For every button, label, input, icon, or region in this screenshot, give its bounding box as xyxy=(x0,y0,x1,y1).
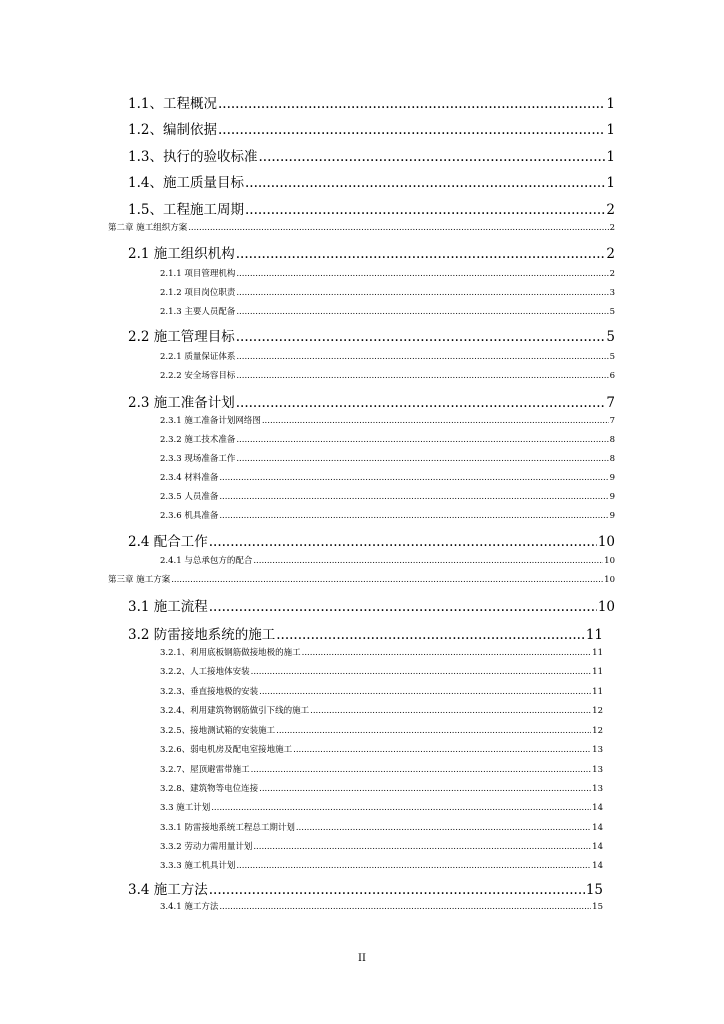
toc-subentry[interactable] xyxy=(160,471,615,483)
toc-leader-dots xyxy=(236,371,608,381)
toc-subentry[interactable] xyxy=(160,801,603,813)
toc-leader-dots xyxy=(188,223,608,233)
toc-entry-page: 11 xyxy=(592,648,603,658)
toc-entry-title: 1.3、执行的验收标准 xyxy=(128,149,258,165)
toc-entry-page: 2 xyxy=(609,223,615,233)
toc-entry-page: 11 xyxy=(592,687,603,697)
toc-subentry[interactable] xyxy=(160,267,615,279)
toc-entry-page: 1 xyxy=(606,122,615,138)
toc-entry[interactable] xyxy=(128,880,603,898)
toc-leader-dots xyxy=(236,288,608,298)
toc-subentry[interactable] xyxy=(160,724,603,736)
toc-entry-title: 1.1、工程概况 xyxy=(128,96,217,112)
toc-leader-dots xyxy=(253,842,591,852)
toc-subentry[interactable] xyxy=(160,743,603,755)
toc-entry-title: 2.1.3 主要人员配备 xyxy=(160,307,236,317)
toc-entry-title: 3.4.1 施工方法 xyxy=(160,902,219,912)
toc-leader-dots xyxy=(218,122,605,138)
toc-entry-page: 10 xyxy=(604,556,615,566)
toc-entry-page: 5 xyxy=(606,329,615,345)
toc-leader-dots xyxy=(245,175,605,191)
toc-leader-dots xyxy=(251,765,592,775)
toc-leader-dots xyxy=(236,861,591,871)
toc-entry-page: 2 xyxy=(609,269,615,279)
toc-subentry[interactable] xyxy=(160,646,603,658)
toc-subentry[interactable] xyxy=(160,452,615,464)
toc-entry-title: 2.3.2 施工技术准备 xyxy=(160,435,236,445)
toc-entry-title: 3.4 施工方法 xyxy=(128,882,208,898)
toc-leader-dots xyxy=(236,435,608,445)
toc-subentry[interactable] xyxy=(160,554,615,566)
toc-subentry[interactable] xyxy=(160,821,603,833)
toc-entry-title: 3.3.2 劳动力需用量计划 xyxy=(160,842,253,852)
toc-entry-page: 9 xyxy=(609,511,615,521)
toc-leader-dots xyxy=(219,902,591,912)
toc-leader-dots xyxy=(276,627,585,643)
toc-entry-title: 3.3.3 施工机具计划 xyxy=(160,861,236,871)
toc-leader-dots xyxy=(171,575,603,585)
toc-leader-dots xyxy=(302,648,592,658)
toc-leader-dots xyxy=(262,416,609,426)
toc-entry-title: 第二章 施工组织方案 xyxy=(108,223,188,233)
toc-subentry[interactable] xyxy=(160,433,615,445)
toc-subentry[interactable] xyxy=(160,414,615,426)
toc-entry-title: 1.4、施工质量目标 xyxy=(128,175,244,191)
toc-entry-title: 3.2.4、利用建筑物钢筋做引下线的施工 xyxy=(160,706,310,716)
toc-entry-title: 2.2.1 质量保证体系 xyxy=(160,352,236,362)
toc-entry-page: 13 xyxy=(592,784,603,794)
toc-entry-title: 3.1 施工流程 xyxy=(128,599,208,615)
toc-leader-dots xyxy=(236,307,608,317)
toc-leader-dots xyxy=(251,667,592,677)
toc-chapter-entry[interactable] xyxy=(108,221,615,233)
toc-subentry[interactable] xyxy=(160,490,615,502)
toc-entry-page: 15 xyxy=(592,902,603,912)
toc-leader-dots xyxy=(209,882,585,898)
toc-entry[interactable] xyxy=(128,532,615,550)
toc-leader-dots xyxy=(293,745,591,755)
toc-subentry[interactable] xyxy=(160,782,603,794)
toc-entry-page: 7 xyxy=(606,395,615,411)
toc-leader-dots xyxy=(211,803,591,813)
toc-entry-title: 第三章 施工方案 xyxy=(108,575,171,585)
toc-entry-page: 5 xyxy=(609,307,615,317)
toc-entry[interactable] xyxy=(128,393,615,411)
toc-entry-page: 8 xyxy=(609,435,615,445)
toc-subentry[interactable] xyxy=(160,286,615,298)
toc-entry-title: 3.3 施工计划 xyxy=(160,803,211,813)
toc-entry[interactable] xyxy=(128,173,615,191)
toc-entry-title: 3.2.1、利用底板钢筋做接地极的施工 xyxy=(160,648,301,658)
toc-leader-dots xyxy=(259,687,591,697)
toc-entry-title: 1.5、工程施工周期 xyxy=(128,202,244,218)
toc-leader-dots xyxy=(236,246,606,262)
toc-leader-dots xyxy=(258,149,605,165)
toc-entry-page: 2 xyxy=(606,246,615,262)
toc-entry-title: 3.2.7、屋顶避雷带施工 xyxy=(160,765,250,775)
toc-leader-dots xyxy=(219,473,608,483)
toc-entry-title: 2.3 施工准备计划 xyxy=(128,395,235,411)
toc-entry-title: 3.2.3、垂直接地极的安装 xyxy=(160,687,259,697)
toc-entry-page: 5 xyxy=(609,352,615,362)
toc-entry-title: 2.1.2 项目岗位职责 xyxy=(160,288,236,298)
toc-leader-dots xyxy=(276,726,591,736)
toc-entry-title: 2.2.2 安全场容目标 xyxy=(160,371,236,381)
toc-entry-page: 10 xyxy=(604,575,615,585)
toc-entry-title: 2.3.5 人员准备 xyxy=(160,492,219,502)
toc-entry-page: 9 xyxy=(609,473,615,483)
toc-entry-title: 2.2 施工管理目标 xyxy=(128,329,235,345)
toc-entry[interactable] xyxy=(128,94,615,112)
toc-entry-title: 2.4.1 与总承包方的配合 xyxy=(160,556,253,566)
toc-entry-page: 3 xyxy=(609,288,615,298)
toc-entry-page: 15 xyxy=(585,882,603,898)
toc-entry-page: 14 xyxy=(592,823,603,833)
toc-leader-dots xyxy=(236,329,606,345)
toc-leader-dots xyxy=(236,395,606,411)
toc-entry-page: 6 xyxy=(609,371,615,381)
toc-entry-page: 11 xyxy=(592,667,603,677)
toc-leader-dots xyxy=(236,352,608,362)
toc-entry-title: 3.2 防雷接地系统的施工 xyxy=(128,627,276,643)
toc-entry[interactable] xyxy=(128,625,603,643)
toc-entry[interactable] xyxy=(128,327,615,345)
toc-entry-title: 3.3.1 防雷接地系统工程总工期计划 xyxy=(160,823,295,833)
toc-subentry[interactable] xyxy=(160,859,603,871)
toc-leader-dots xyxy=(296,823,591,833)
toc-entry-page: 1 xyxy=(606,96,615,112)
toc-entry-page: 14 xyxy=(592,861,603,871)
toc-subentry[interactable] xyxy=(160,685,603,697)
page-number-footer: II xyxy=(358,953,366,964)
toc-leader-dots xyxy=(209,534,597,550)
toc-subentry[interactable] xyxy=(160,763,603,775)
toc-leader-dots xyxy=(259,784,591,794)
toc-entry-page: 1 xyxy=(606,149,615,165)
toc-entry-title: 3.2.5、接地测试箱的安装施工 xyxy=(160,726,276,736)
toc-entry-title: 2.3.4 材料准备 xyxy=(160,473,219,483)
toc-entry-title: 2.4 配合工作 xyxy=(128,534,208,550)
toc-entry-title: 3.2.8、建筑物等电位连接 xyxy=(160,784,259,794)
toc-subentry[interactable] xyxy=(160,704,603,716)
toc-entry-page: 14 xyxy=(592,803,603,813)
toc-entry-page: 10 xyxy=(597,534,615,550)
toc-entry-page: 14 xyxy=(592,842,603,852)
toc-leader-dots xyxy=(310,706,591,716)
toc-entry[interactable] xyxy=(128,597,615,615)
toc-entry-page: 13 xyxy=(592,765,603,775)
toc-subentry[interactable] xyxy=(160,665,603,677)
toc-entry[interactable] xyxy=(128,200,615,218)
toc-subentry[interactable] xyxy=(160,840,603,852)
toc-entry-page: 8 xyxy=(609,454,615,464)
toc-entry[interactable] xyxy=(128,147,615,165)
toc-subentry[interactable] xyxy=(160,509,615,521)
toc-entry-page: 12 xyxy=(592,726,603,736)
toc-entry-title: 2.1 施工组织机构 xyxy=(128,246,235,262)
toc-entry[interactable] xyxy=(128,120,615,138)
toc-entry-title: 2.3.6 机具准备 xyxy=(160,511,219,521)
toc-entry-page: 12 xyxy=(592,706,603,716)
toc-leader-dots xyxy=(236,454,608,464)
toc-subentry[interactable] xyxy=(160,900,603,912)
toc-subentry[interactable] xyxy=(160,305,615,317)
toc-subentry[interactable] xyxy=(160,369,615,381)
toc-leader-dots xyxy=(253,556,603,566)
toc-entry-page: 2 xyxy=(606,202,615,218)
toc-entry-page: 9 xyxy=(609,492,615,502)
toc-entry-page: 7 xyxy=(609,416,615,426)
toc-entry-title: 3.2.6、弱电机房及配电室接地施工 xyxy=(160,745,293,755)
toc-leader-dots xyxy=(236,269,608,279)
toc-entry-page: 10 xyxy=(597,599,615,615)
toc-entry-page: 1 xyxy=(606,175,615,191)
toc-entry[interactable] xyxy=(128,244,615,262)
toc-entry-title: 2.1.1 项目管理机构 xyxy=(160,269,236,279)
toc-leader-dots xyxy=(209,599,597,615)
toc-entry-title: 2.3.3 现场准备工作 xyxy=(160,454,236,464)
toc-chapter-entry[interactable] xyxy=(108,573,615,585)
toc-leader-dots xyxy=(219,511,608,521)
toc-entry-title: 2.3.1 施工准备计划网络图 xyxy=(160,416,261,426)
toc-entry-title: 3.2.2、人工接地体安装 xyxy=(160,667,250,677)
toc-subentry[interactable] xyxy=(160,350,615,362)
toc-leader-dots xyxy=(245,202,605,218)
toc-leader-dots xyxy=(219,492,608,502)
toc-entry-page: 11 xyxy=(585,627,603,643)
toc-entry-page: 13 xyxy=(592,745,603,755)
toc-entry-title: 1.2、编制依据 xyxy=(128,122,217,138)
toc-leader-dots xyxy=(218,96,605,112)
